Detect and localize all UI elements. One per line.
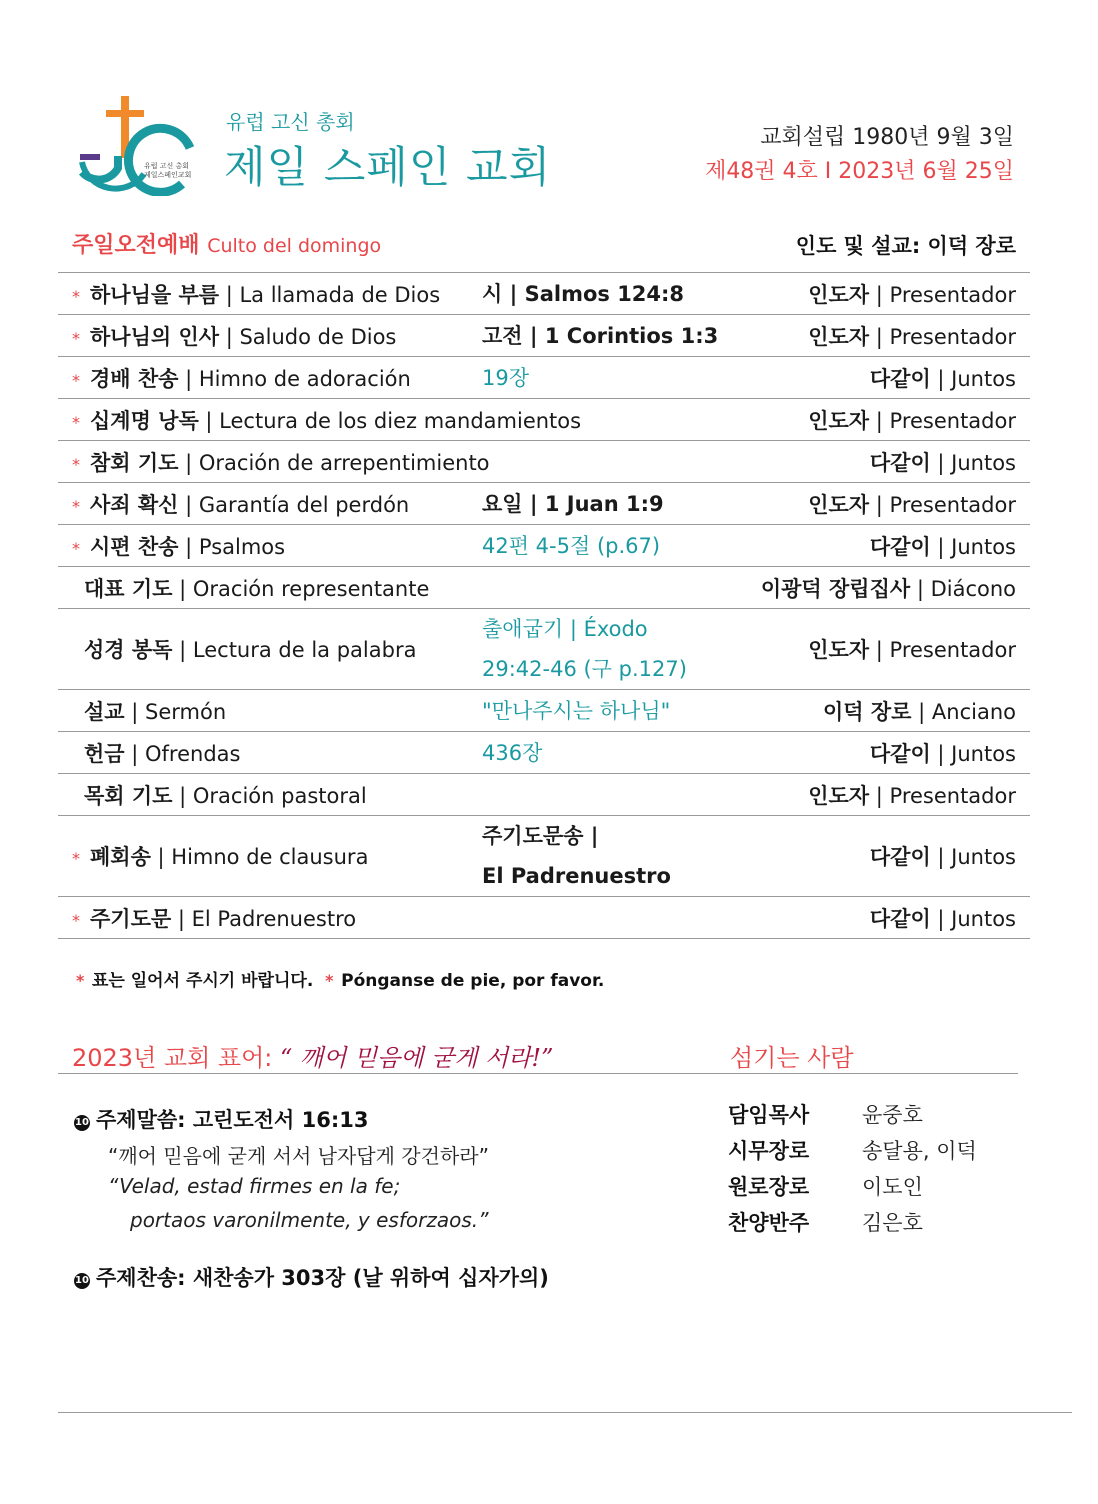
role-kr: 다같이 bbox=[869, 366, 931, 391]
service-item-name bbox=[58, 447, 490, 477]
footer-divider bbox=[58, 1412, 1072, 1413]
role-es: | Juntos bbox=[930, 906, 1016, 931]
server-name: 이도인 bbox=[862, 1175, 923, 1199]
item-name-es: | La llamada de Dios bbox=[219, 282, 441, 307]
service-item-name bbox=[58, 573, 470, 603]
star-icon: * bbox=[72, 496, 80, 516]
role-es: | Juntos bbox=[930, 366, 1016, 391]
star-icon: * bbox=[72, 412, 80, 432]
role-kr: 다같이 bbox=[869, 741, 931, 766]
item-name-es: | Oración de arrepentimiento bbox=[178, 450, 490, 475]
role-kr: 이광덕 장립집사 bbox=[760, 576, 911, 601]
service-row bbox=[58, 525, 1030, 567]
role-kr: 인도자 bbox=[808, 638, 870, 662]
star-icon: * bbox=[72, 286, 80, 306]
server-role: 담임목사 bbox=[728, 1103, 810, 1127]
item-name-kr: 성경 봉독 bbox=[84, 638, 173, 662]
star-icon: * bbox=[72, 328, 80, 348]
role-kr: 인도자 bbox=[808, 282, 870, 307]
item-name-kr: 폐회송 bbox=[90, 845, 151, 869]
item-reference bbox=[482, 816, 782, 896]
item-role bbox=[782, 531, 1030, 561]
role-kr: 인도자 bbox=[808, 408, 870, 433]
role-es: | Juntos bbox=[930, 534, 1016, 559]
motto-heading bbox=[72, 1038, 553, 1073]
role-kr: 다같이 bbox=[869, 845, 931, 869]
item-role bbox=[782, 321, 1030, 351]
church-title: 제일 스페인 교회 bbox=[224, 143, 552, 193]
founding-date: 교회설립 1980년 9월 3일 bbox=[760, 125, 1014, 150]
item-name-es: | Sermón bbox=[124, 699, 227, 724]
role-kr: 이덕 장로 bbox=[823, 699, 912, 724]
role-es: | Diácono bbox=[910, 576, 1016, 601]
item-name-es: | Oración representante bbox=[172, 576, 430, 601]
item-reference bbox=[482, 733, 782, 773]
service-row bbox=[58, 732, 1030, 774]
role-es: | Presentador bbox=[869, 282, 1016, 307]
service-row bbox=[58, 567, 1030, 609]
role-es: | Presentador bbox=[869, 408, 1016, 433]
reference-line: 요일 | 1 Juan 1:9 bbox=[482, 491, 664, 516]
role-kr: 인도자 bbox=[808, 783, 870, 808]
item-name-es: | Lectura de los diez mandamientos bbox=[198, 408, 582, 433]
item-role bbox=[782, 363, 1030, 393]
theme-hymn bbox=[74, 1262, 549, 1292]
church-logo bbox=[78, 96, 198, 196]
item-name-kr: 설교 bbox=[84, 699, 125, 724]
bullet-icon: 10 bbox=[74, 1273, 90, 1289]
servers-heading: 섬기는 사람 bbox=[730, 1044, 854, 1072]
role-es: | Anciano bbox=[911, 699, 1016, 724]
service-row bbox=[58, 441, 1030, 483]
item-name-kr: 하나님의 인사 bbox=[90, 324, 220, 349]
logo-icon bbox=[78, 96, 198, 196]
item-reference bbox=[482, 274, 782, 314]
service-item-name bbox=[58, 903, 482, 933]
role-es: | Juntos bbox=[930, 741, 1016, 766]
service-item-name bbox=[58, 321, 482, 351]
role-kr: 다같이 bbox=[869, 906, 931, 931]
service-row bbox=[58, 609, 1030, 690]
service-row bbox=[58, 816, 1030, 897]
server-name: 송달용, 이덕 bbox=[862, 1139, 977, 1163]
item-name-kr: 시편 찬송 bbox=[90, 534, 179, 559]
item-role bbox=[782, 841, 1030, 871]
motto-quote: “ 깨어 믿음에 굳게 서라!” bbox=[279, 1044, 554, 1072]
server-row bbox=[728, 1132, 977, 1168]
role-es: | Juntos bbox=[930, 450, 1016, 475]
reference-line: 출애굽기 | Éxodo bbox=[482, 617, 648, 641]
service-heading bbox=[72, 228, 381, 259]
service-row bbox=[58, 483, 1030, 525]
theme-verse-text: 주제말씀: 고린도전서 16:13 bbox=[96, 1108, 369, 1132]
church-subtitle: 유럽 고신 총회 bbox=[226, 110, 355, 134]
item-name-es: | Oración pastoral bbox=[172, 783, 367, 808]
item-name-kr: 헌금 bbox=[84, 741, 125, 766]
service-row bbox=[58, 897, 1030, 939]
note-es: Pónganse de pie, por favor. bbox=[341, 971, 605, 991]
item-reference bbox=[482, 691, 782, 731]
server-role: 찬양반주 bbox=[728, 1211, 810, 1235]
item-role bbox=[782, 634, 1030, 664]
service-item-name bbox=[58, 696, 482, 726]
reference-line: 19장 bbox=[482, 365, 530, 390]
item-role bbox=[782, 780, 1030, 810]
item-role bbox=[782, 696, 1030, 726]
item-name-es: | Saludo de Dios bbox=[219, 324, 397, 349]
reference-line: 29:42-46 (구 p.127) bbox=[482, 657, 687, 681]
reference-line: 주기도문송 | bbox=[482, 824, 599, 848]
item-name-kr: 주기도문 bbox=[90, 906, 172, 931]
item-role bbox=[782, 738, 1030, 768]
service-item-name bbox=[58, 363, 482, 393]
standing-note bbox=[76, 966, 604, 991]
theme-verse-label bbox=[74, 1104, 368, 1134]
role-kr: 다같이 bbox=[869, 450, 931, 475]
theme-hymn-text: 주제찬송: 새찬송가 303장 (날 위하여 십자가의) bbox=[96, 1266, 549, 1290]
service-row bbox=[58, 315, 1030, 357]
order-of-service bbox=[58, 272, 1030, 939]
reference-line: "만나주시는 하나님" bbox=[482, 698, 671, 723]
item-name-es: | Garantía del perdón bbox=[178, 492, 410, 517]
item-name-kr: 경배 찬송 bbox=[90, 366, 179, 391]
item-reference bbox=[482, 526, 782, 566]
server-row bbox=[728, 1204, 977, 1240]
item-name-kr: 목회 기도 bbox=[84, 783, 173, 808]
item-role bbox=[782, 447, 1030, 477]
item-name-kr: 사죄 확신 bbox=[90, 492, 179, 517]
reference-line: 고전 | 1 Corintios 1:3 bbox=[482, 323, 719, 348]
service-item-name bbox=[58, 634, 482, 664]
item-role bbox=[782, 489, 1030, 519]
item-role bbox=[782, 903, 1030, 933]
role-kr: 인도자 bbox=[808, 324, 870, 349]
service-row bbox=[58, 357, 1030, 399]
server-role: 원로장로 bbox=[728, 1175, 810, 1199]
verse-spanish-line2: portaos varonilmente, y esforzaos.” bbox=[130, 1208, 489, 1232]
svg-text:유럽 고신 총회: 유럽 고신 총회 bbox=[144, 162, 190, 170]
star-icon: * bbox=[325, 971, 334, 990]
star-icon: * bbox=[72, 370, 80, 390]
service-row bbox=[58, 774, 1030, 816]
service-row bbox=[58, 690, 1030, 732]
service-item-name bbox=[58, 780, 482, 810]
item-name-kr: 하나님을 부름 bbox=[90, 282, 220, 307]
service-item-name bbox=[58, 738, 482, 768]
item-reference bbox=[482, 484, 782, 524]
svg-text:제일스페인교회: 제일스페인교회 bbox=[144, 171, 192, 179]
service-item-name bbox=[58, 531, 482, 561]
star-icon: * bbox=[72, 910, 80, 930]
service-item-name bbox=[58, 279, 482, 309]
role-es: | Presentador bbox=[869, 638, 1016, 662]
bullet-icon: 10 bbox=[74, 1115, 90, 1131]
server-row bbox=[728, 1096, 977, 1132]
item-name-es: | Lectura de la palabra bbox=[172, 638, 417, 662]
item-role bbox=[761, 573, 1030, 603]
item-name-es: | Ofrendas bbox=[124, 741, 241, 766]
server-name: 윤중호 bbox=[862, 1103, 923, 1127]
service-leader: 인도 및 설교: 이덕 장로 bbox=[795, 234, 1016, 258]
service-item-name bbox=[58, 841, 482, 871]
issue-info: 제48권 4호 I 2023년 6월 25일 bbox=[705, 159, 1014, 184]
reference-line: 436장 bbox=[482, 740, 543, 765]
service-row bbox=[58, 399, 1030, 441]
item-reference bbox=[482, 316, 782, 356]
note-kr: 표는 일어서 주시기 바랍니다. bbox=[92, 971, 314, 991]
star-icon: * bbox=[76, 971, 85, 990]
service-title-es: Culto del domingo bbox=[207, 235, 382, 257]
item-name-es: | Himno de adoración bbox=[178, 366, 411, 391]
star-icon: * bbox=[72, 454, 80, 474]
star-icon: * bbox=[72, 849, 80, 868]
item-name-es: | Psalmos bbox=[178, 534, 286, 559]
item-name-kr: 대표 기도 bbox=[84, 576, 173, 601]
role-es: | Presentador bbox=[869, 324, 1016, 349]
item-name-es: | El Padrenuestro bbox=[171, 906, 357, 931]
verse-korean: “깨어 믿음에 굳게 서서 남자답게 강건하라” bbox=[108, 1144, 489, 1168]
server-row bbox=[728, 1168, 977, 1204]
reference-line: 시 | Salmos 124:8 bbox=[482, 281, 685, 306]
role-es: | Presentador bbox=[869, 492, 1016, 517]
role-kr: 다같이 bbox=[869, 534, 931, 559]
servers-list bbox=[728, 1096, 977, 1240]
item-role bbox=[782, 279, 1030, 309]
service-row bbox=[58, 273, 1030, 315]
verse-spanish-line1: “Velad, estad firmes en la fe; bbox=[108, 1174, 401, 1198]
role-kr: 인도자 bbox=[808, 492, 870, 517]
star-icon: * bbox=[72, 538, 80, 558]
server-name: 김은호 bbox=[862, 1211, 923, 1235]
service-item-name bbox=[58, 489, 482, 519]
service-item-name bbox=[58, 405, 582, 435]
reference-line: El Padrenuestro bbox=[482, 864, 671, 888]
role-es: | Juntos bbox=[930, 845, 1016, 869]
item-name-kr: 참회 기도 bbox=[90, 450, 179, 475]
reference-line: 42편 4-5절 (p.67) bbox=[482, 533, 661, 558]
server-role: 시무장로 bbox=[728, 1139, 810, 1163]
item-name-kr: 십계명 낭독 bbox=[90, 408, 199, 433]
item-reference bbox=[482, 358, 782, 398]
section-divider bbox=[58, 1073, 1018, 1074]
service-title-kr: 주일오전예배 bbox=[72, 233, 200, 258]
item-name-es: | Himno de clausura bbox=[150, 845, 369, 869]
item-role bbox=[782, 405, 1030, 435]
motto-label: 2023년 교회 표어: bbox=[72, 1044, 280, 1072]
role-es: | Presentador bbox=[869, 783, 1016, 808]
item-reference bbox=[482, 609, 782, 689]
